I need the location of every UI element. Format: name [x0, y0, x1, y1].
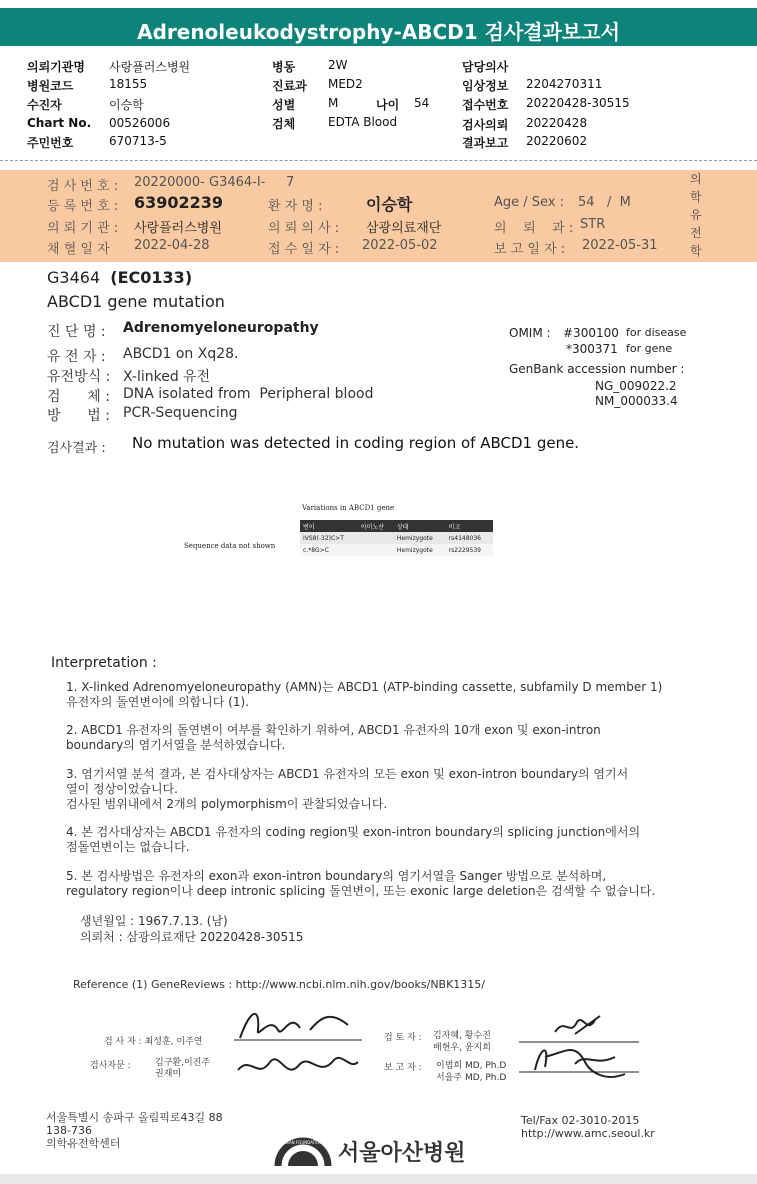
reviewer-label: 검 토 자 : — [384, 1033, 422, 1043]
hdr-hospcode-value: 18155 — [109, 77, 148, 91]
birth-date: 생년월일 : 1967.7.13. (남) — [80, 914, 228, 928]
test-code: G3464 (EC0133) — [47, 268, 193, 287]
method-label: 방 법 : — [47, 408, 110, 424]
report-date-label: 보 고 일 자 : — [494, 242, 566, 257]
table-cell: Hemizygote — [396, 534, 433, 542]
hdr-inst-label: 의뢰기관명 — [27, 60, 85, 74]
asan-foundation-seal-icon — [274, 1130, 332, 1166]
omim-label: OMIM : — [509, 326, 551, 340]
patient-band — [0, 170, 757, 262]
genbank-nm: NM_000033.4 — [595, 394, 678, 408]
omim-gene-note: for gene — [626, 342, 673, 355]
svg-text:ASAN FOUNDATION: ASAN FOUNDATION — [283, 1140, 323, 1145]
hdr-report-value: 20220602 — [526, 134, 588, 148]
specimen-value: DNA isolated from Peripheral blood — [123, 386, 374, 402]
req-doc: 삼광의료재단 — [366, 221, 442, 236]
test-name: ABCD1 gene mutation — [47, 292, 225, 311]
col-header: 변이 — [303, 523, 315, 531]
hdr-patient-value: 이승학 — [109, 98, 144, 112]
hdr-clinical-label: 임상정보 — [462, 79, 509, 93]
side-label: 의 학 유 전 학 — [690, 172, 702, 258]
footer-bar — [0, 1174, 757, 1184]
patient-name-label: 환 자 명 : — [268, 199, 323, 214]
reference: Reference (1) GeneReviews : http://www.ncbi.nlm.nih.gov/books/NBK1315/ — [73, 978, 486, 991]
table-cell: c.*8G>C — [303, 546, 329, 554]
req-doc-label: 의 뢰 의 사 : — [268, 221, 340, 236]
test-no-label: 검 사 번 호 : — [47, 179, 119, 194]
hdr-hospcode-label: 병원코드 — [27, 79, 74, 93]
table-cell — [358, 532, 394, 544]
hdr-request-value: 20220428 — [526, 116, 588, 130]
interp-item-5: 5. 본 검사방법은 유전자의 exon과 exon-intron boundary의 염기서열을 Sanger 방법으로 분석하며, regulatory region이나 deep intronic splicing 돌연변이, 또는 exonic large deletion은 검색할 수 없습니다. — [66, 869, 656, 898]
hdr-clinical-value: 2204270311 — [526, 77, 603, 91]
col-header: 비고 — [448, 523, 461, 531]
req-dept: STR — [580, 217, 606, 232]
age-sex-label: Age / Sex : — [494, 195, 565, 210]
hdr-doctor-label: 담당의사 — [462, 60, 509, 74]
hdr-sex-label: 성별 — [272, 98, 296, 112]
col-header: 아미노산 — [360, 523, 385, 531]
report-date: 2022-05-31 — [582, 238, 658, 253]
hdr-age-value: 54 — [414, 96, 430, 110]
hdr-receipt-label: 접수번호 — [462, 98, 509, 112]
interp-item-4: 4. 본 검사대상자는 ABCD1 유전자의 coding region및 exon-intron boundary의 splicing junction에서의 점돌연변이는 없습니다. — [66, 825, 641, 854]
specimen-label: 검 체 : — [47, 389, 110, 405]
hdr-inst-value: 사랑플러스병원 — [109, 60, 191, 74]
hdr-sex-value: M — [328, 96, 339, 110]
separator — [0, 160, 757, 161]
report-title: Adrenoleukodystrophy-ABCD1 검사결과보고서 — [137, 20, 620, 44]
gene-value: ABCD1 on Xq28. — [123, 346, 239, 362]
advisor-label: 검사자문 : — [90, 1061, 131, 1071]
hdr-patient-label: 수진자 — [27, 98, 62, 112]
table-cell — [358, 544, 394, 556]
hdr-report-label: 결과보고 — [462, 136, 509, 150]
inheritance-label: 유전방식 : — [47, 369, 111, 385]
patient-name: 이승학 — [366, 195, 413, 214]
variations-caption: Variations in ABCD1 gene — [302, 504, 395, 512]
result-value: No mutation was detected in coding region of ABCD1 gene. — [132, 434, 580, 452]
reporter-label: 보 고 자 : — [384, 1063, 422, 1073]
table-row — [300, 544, 493, 556]
variations-table — [300, 520, 493, 556]
genbank-label: GenBank accession number : — [509, 362, 685, 376]
reviewer: 김자혜, 황수진 배현우, 윤지희 — [433, 1031, 491, 1053]
result-label: 검사결과 : — [47, 441, 106, 456]
interp-item-2: 2. ABCD1 유전자의 돌연변이 여부를 확인하기 위하여, ABCD1 유전자의 10개 exon 및 exon-intron boundary의 염기서열을 분석하였습니다. — [66, 723, 601, 752]
hdr-specimen-label: 검체 — [272, 117, 296, 131]
table-cell: rs4148036 — [448, 534, 481, 542]
sequence-note: Sequence data not shown — [184, 542, 276, 550]
hdr-chart-value: 00526006 — [109, 116, 171, 130]
omim-disease-note: for disease — [626, 326, 687, 339]
hdr-dept-value: MED2 — [328, 77, 363, 91]
table-cell: IVS8(-32)C>T — [303, 534, 344, 542]
reg-no: 63902239 — [134, 193, 224, 212]
table-cell: rs2229539 — [448, 546, 481, 554]
tester-signature-icon — [230, 1000, 370, 1090]
receive-date: 2022-05-02 — [362, 238, 438, 253]
reporter: 이범희 MD, Ph.D 서을주 MD, Ph.D — [436, 1061, 507, 1083]
collect-date-label: 채 혈 일 자 — [47, 242, 110, 257]
inheritance-value: X-linked 유전 — [123, 369, 211, 385]
diagnosis-label: 진 단 명 : — [47, 324, 106, 340]
address: 서울특별시 송파구 올림픽로43길 88 138-736 의학유전학센터 — [46, 1111, 223, 1150]
diagnosis-value: Adrenomyeloneuropathy — [123, 320, 319, 336]
gene-label: 유 전 자 : — [47, 349, 106, 365]
advisor: 김구환,이진주 권재미 — [155, 1058, 211, 1079]
col-header: 상태 — [396, 523, 409, 531]
collect-date: 2022-04-28 — [134, 238, 210, 253]
omim-disease: #300100 — [563, 326, 619, 340]
hdr-specimen-value: EDTA Blood — [328, 115, 398, 129]
interp-item-3: 3. 염기서열 분석 결과, 본 검사대상자는 ABCD1 유전자의 모든 exon 및 exon-intron boundary의 염기서 열이 정상이었습니다. 검사된 범위내에서 2개의 polymorphism이 관찰되었습니다. — [66, 767, 629, 811]
title-bar — [0, 8, 757, 46]
req-inst: 사랑플러스병원 — [134, 221, 222, 236]
hdr-ssn-value: 670713-5 — [109, 134, 167, 148]
omim-gene: *300371 — [566, 342, 618, 356]
hdr-dept-label: 진료과 — [272, 79, 307, 93]
hdr-receipt-value: 20220428-30515 — [526, 96, 630, 110]
reg-no-label: 등 록 번 호 : — [47, 199, 119, 214]
req-inst-label: 의 뢰 기 관 : — [47, 221, 119, 236]
receive-date-label: 접 수 일 자 : — [268, 242, 340, 257]
requester: 의뢰처 : 삼광의료재단 20220428-30515 — [80, 930, 304, 944]
genbank-ng: NG_009022.2 — [595, 379, 677, 393]
hospital-logo-text: 서울아산병원 — [338, 1141, 466, 1166]
hdr-chart-label: Chart No. — [27, 116, 92, 130]
reviewer-signature-icon — [515, 1012, 645, 1092]
interpretation-title: Interpretation : — [51, 655, 157, 671]
hdr-request-label: 검사의뢰 — [462, 118, 509, 132]
contact: Tel/Fax 02-3010-2015 http://www.amc.seoul.kr — [521, 1114, 655, 1140]
table-row — [300, 532, 493, 544]
test-no: 20220000- G3464-I- 7 — [134, 175, 295, 190]
table-cell: Hemizygote — [396, 546, 433, 554]
tester: 검 사 자 : 최성훈, 이주연 — [104, 1037, 203, 1047]
age-sex: 54 / M — [578, 195, 631, 210]
interp-item-1: 1. X-linked Adrenomyeloneuropathy (AMN)는 ABCD1 (ATP-binding cassette, subfamily D member 1) 유전자의 돌연변이에 의합니다 (1). — [66, 680, 663, 709]
hdr-ssn-label: 주민번호 — [27, 136, 74, 150]
hdr-age-label: 나이 — [376, 98, 400, 112]
method-value: PCR-Sequencing — [123, 405, 238, 421]
hdr-ward-value: 2W — [328, 58, 348, 72]
req-dept-label: 의 뢰 과 : — [494, 221, 574, 236]
table-header-row — [300, 520, 493, 532]
hdr-ward-label: 병동 — [272, 60, 296, 74]
